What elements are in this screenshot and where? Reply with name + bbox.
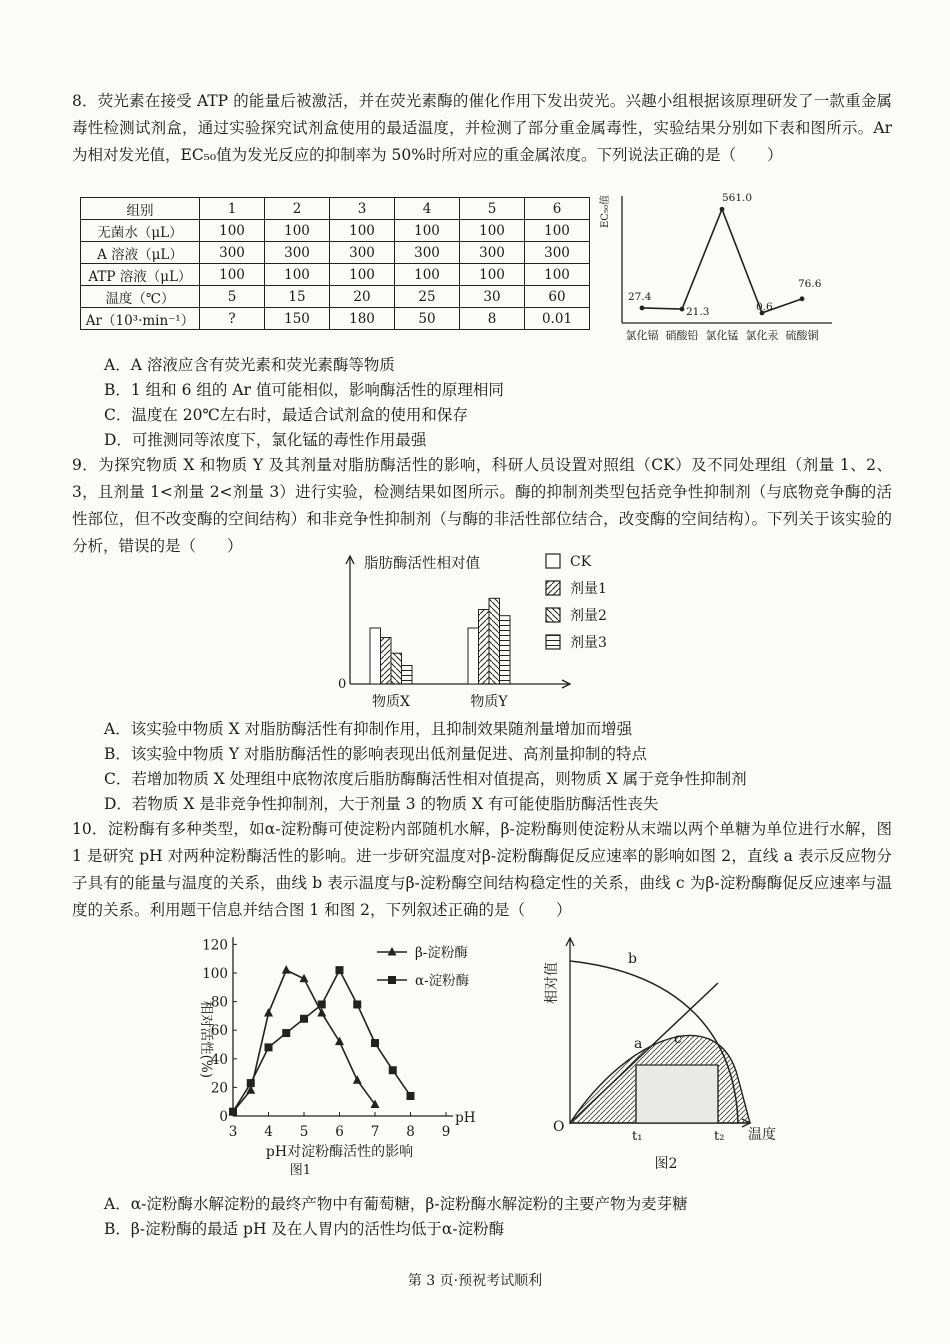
q8-option-c[interactable]: C．温度在 20℃左右时，最适合试剂盒的使用和保存 [104, 406, 468, 424]
data-point [317, 1008, 326, 1017]
data-point [229, 1108, 237, 1116]
x-tick-label: 3 [228, 1124, 238, 1140]
table-cell: ATP 溶液（μL） [81, 264, 200, 286]
page-footer: 第 3 页·预祝考试顺利 [407, 1273, 543, 1289]
legend-label: 剂量2 [570, 608, 607, 624]
data-point [282, 965, 291, 974]
category-label: 物质Y [470, 694, 508, 710]
tick-label: 硝酸铅 [665, 329, 699, 342]
table-cell: 180 [330, 308, 395, 330]
legend-marker [388, 976, 396, 984]
table-cell: 100 [265, 264, 330, 286]
data-point [300, 1015, 308, 1023]
data-point [800, 296, 805, 301]
table-cell: 20 [330, 286, 395, 308]
q10-option-a[interactable]: A．α-淀粉酶水解淀粉的最终产物中有葡萄糖，β-淀粉酶水解淀粉的主要产物为麦芽糖 [104, 1195, 688, 1213]
table-cell: 300 [395, 242, 460, 264]
data-point [353, 1075, 362, 1084]
table-header-cell: 1 [200, 198, 265, 220]
table-cell: 100 [200, 220, 265, 242]
bar [468, 628, 479, 684]
q8-option-d[interactable]: D．可推测同等浓度下，氯化锰的毒性作用最强 [104, 431, 427, 449]
data-point [265, 1043, 273, 1051]
table-row [81, 286, 590, 308]
data-point [720, 207, 725, 212]
table-cell: 30 [460, 286, 525, 308]
y-tick-label: 20 [210, 1080, 228, 1097]
bar [402, 666, 413, 684]
x-marker-t1: t₁ [632, 1129, 643, 1144]
y-tick-label: 120 [202, 937, 228, 954]
legend-swatch [546, 554, 560, 568]
table-cell: 150 [265, 308, 330, 330]
table-cell: 100 [525, 264, 590, 286]
y-axis-label: EC₅₀值 [600, 195, 611, 228]
table-row [81, 264, 590, 286]
table-cell: 300 [265, 242, 330, 264]
bar [381, 638, 392, 684]
y-tick-label: 60 [210, 1023, 228, 1040]
chart-title: 脂肪酶活性相对值 [364, 556, 480, 572]
rate-rectangle [636, 1065, 718, 1123]
q10-option-b[interactable]: B．β-淀粉酶的最适 pH 及在人胃内的活性均低于α-淀粉酶 [104, 1220, 505, 1238]
q8-option-b[interactable]: B．1 组和 6 组的 Ar 值可能相似，影响酶活性的原理相同 [104, 381, 504, 399]
legend-label: CK [570, 554, 592, 570]
legend-swatch [546, 581, 560, 595]
data-point [680, 307, 685, 312]
table-header-cell: 3 [330, 198, 395, 220]
tick-label: 氯化镉 [625, 329, 659, 342]
bar [489, 598, 500, 684]
ec50-chart [600, 188, 850, 358]
table-cell: 温度（℃） [81, 286, 200, 308]
x-tick-label: 7 [370, 1124, 380, 1140]
data-point [247, 1079, 255, 1087]
bar [479, 610, 490, 684]
bar [370, 628, 381, 684]
ec50-line [642, 209, 802, 313]
x-tick-label: 6 [335, 1124, 344, 1140]
series-line [233, 970, 411, 1112]
figure-caption: 图2 [654, 1156, 678, 1172]
table-cell: 100 [265, 220, 330, 242]
data-label: 27.4 [628, 290, 652, 303]
table-row [81, 308, 590, 330]
figure-caption: 图1 [289, 1163, 312, 1178]
table-cell: 100 [460, 264, 525, 286]
table-cell: 25 [395, 286, 460, 308]
legend-swatch [546, 608, 560, 622]
table-cell: 50 [395, 308, 460, 330]
table-cell: 8 [460, 308, 525, 330]
y-tick-label: 100 [202, 966, 228, 982]
data-point [264, 1008, 273, 1017]
table-cell: 300 [460, 242, 525, 264]
q10-stem: 10．淀粉酶有多种类型，如α-淀粉酶可使淀粉内部随机水解，β-淀粉酶则使淀粉从末端以两个单糖为单位进行水解，图 1 是研究 pH 对两种淀粉酶活性的影响。进一步研究温度对β-淀粉酶酶促反应速率的影响如图 2，直线 a 表示反应物分子具有的能量与温度的关系，曲线 b 表示温度与β-淀粉酶空间结构稳定性的关系，曲线 c 为β-淀粉酶酶促反应速率与温度的关系。利用题干信息并结合图 1 和图 2，下列叙述正确的是（ ） [72, 820, 892, 919]
table-cell: 5 [200, 286, 265, 308]
data-point [371, 1039, 379, 1047]
table-cell: 300 [330, 242, 395, 264]
table-cell: 100 [395, 220, 460, 242]
category-label: 物质X [372, 694, 410, 710]
y-tick-label: 40 [210, 1051, 228, 1068]
table-header-cell: 5 [460, 198, 525, 220]
table-cell: A 溶液（μL） [81, 242, 200, 264]
table-cell: 100 [395, 264, 460, 286]
table-cell: 300 [525, 242, 590, 264]
data-label: 21.3 [686, 306, 710, 319]
data-point [640, 306, 645, 311]
table-header-cell: 组别 [81, 198, 200, 220]
origin-label: 0 [338, 677, 347, 692]
legend-label: 剂量3 [570, 635, 607, 651]
curve-label-a: a [634, 1036, 643, 1052]
lipase-bar-chart [330, 548, 630, 718]
table-row [81, 220, 590, 242]
table-cell: 100 [460, 220, 525, 242]
data-label: 0.6 [756, 300, 773, 313]
curve-label-c: c [674, 1031, 682, 1047]
series-line [233, 970, 375, 1112]
x-axis-label: 温度 [748, 1127, 776, 1143]
table-header-cell: 6 [525, 198, 590, 220]
x-tick-label: 5 [299, 1124, 309, 1140]
data-point [336, 966, 344, 974]
table-cell: 0.01 [525, 308, 590, 330]
data-label: 76.6 [798, 277, 822, 290]
q9-option-c[interactable]: C．若增加物质 X 处理组中底物浓度后脂肪酶酶活性相对值提高，则物质 X 属于竞争性抑制剂 [104, 770, 747, 788]
q9-option-d[interactable]: D．若物质 X 是非竞争性抑制剂，大于剂量 3 的物质 X 有可能使脂肪酶活性丧失 [104, 795, 659, 813]
table-cell: 15 [265, 286, 330, 308]
bar [500, 616, 511, 684]
data-point [353, 1000, 361, 1008]
data-point [318, 1000, 326, 1008]
q8-stem: 8．荧光素在接受 ATP 的能量后被激活，并在荧光素酶的催化作用下发出荧光。兴趣小组根据该原理研发了一款重金属毒性检测试剂盒，通过实验探究试剂盒使用的最适温度，并检测了部分重金属毒性，实验结果分别如下表和图所示。Ar 为相对发光值，EC₅₀值为发光反应的抑制率为 50%时所对应的重金属浓度。下列说法正确的是（ ） [72, 92, 892, 164]
table-cell: 60 [525, 286, 590, 308]
tick-label: 氯化汞 [745, 329, 779, 342]
data-point [282, 1029, 290, 1037]
q9-option-a[interactable]: A．该实验中物质 X 对脂肪酶活性有抑制作用，且抑制效果随剂量增加而增强 [104, 720, 633, 738]
q9-stem: 9．为探究物质 X 和物质 Y 及其剂量对脂肪酶活性的影响，科研人员设置对照组（CK）及不同处理组（剂量 1、2、3，且剂量 1<剂量 2<剂量 3）进行实验，检测结果如图所示。酶的抑制剂类型包括竞争性抑制剂（与底物竞争酶的活性部位，但不改变酶的空间结构）和非竞争性抑制剂（与酶的非活性部位结合，改变酶的空间结构）。下列关于该实验的分析，错误的是（ ） [72, 456, 892, 555]
tick-label: 氯化锰 [705, 329, 739, 342]
curve-label-b: b [628, 951, 637, 967]
table-header-cell: 2 [265, 198, 330, 220]
legend-label: α-淀粉酶 [415, 973, 470, 989]
legend-label: β-淀粉酶 [415, 945, 468, 961]
q9-option-b[interactable]: B．该实验中物质 Y 对脂肪酶活性的影响表现出低剂量促进、高剂量抑制的特点 [104, 745, 647, 763]
table-header-row [81, 198, 590, 220]
chart-title: pH对淀粉酶活性的影响 [265, 1144, 414, 1160]
table-cell: 无菌水（μL） [81, 220, 200, 242]
x-tick-label: 4 [264, 1124, 273, 1140]
data-point [407, 1092, 415, 1100]
temperature-chart [540, 930, 790, 1180]
ph-activity-chart [180, 930, 500, 1180]
x-marker-t2: t₂ [714, 1129, 725, 1144]
y-axis-label: 相对活性(%) [198, 1000, 214, 1078]
origin-label: O [553, 1119, 565, 1135]
table-cell: ? [200, 308, 265, 330]
table-cell: 100 [200, 264, 265, 286]
x-tick-label: 8 [406, 1124, 415, 1140]
data-label: 561.0 [722, 192, 753, 205]
table-row [81, 242, 590, 264]
y-tick-label: 80 [210, 994, 228, 1011]
table-cell: 100 [330, 220, 395, 242]
table-header-cell: 4 [395, 198, 460, 220]
table-cell: 100 [330, 264, 395, 286]
legend-label: 剂量1 [570, 581, 607, 597]
x-axis-label: pH [455, 1110, 476, 1126]
legend-swatch [546, 635, 560, 649]
table-cell: 300 [200, 242, 265, 264]
y-axis-label: 相对值 [544, 962, 560, 1004]
y-tick-label: 0 [219, 1109, 228, 1125]
q8-option-a[interactable]: A．A 溶液应含有荧光素和荧光素酶等物质 [104, 356, 395, 374]
data-point [389, 1066, 397, 1074]
q8-table [80, 197, 590, 330]
bar [391, 653, 402, 684]
tick-label: 硫酸铜 [785, 329, 819, 342]
x-tick-label: 9 [441, 1124, 451, 1140]
table-cell: 100 [525, 220, 590, 242]
table-cell: Ar（10³·min⁻¹） [81, 308, 200, 330]
